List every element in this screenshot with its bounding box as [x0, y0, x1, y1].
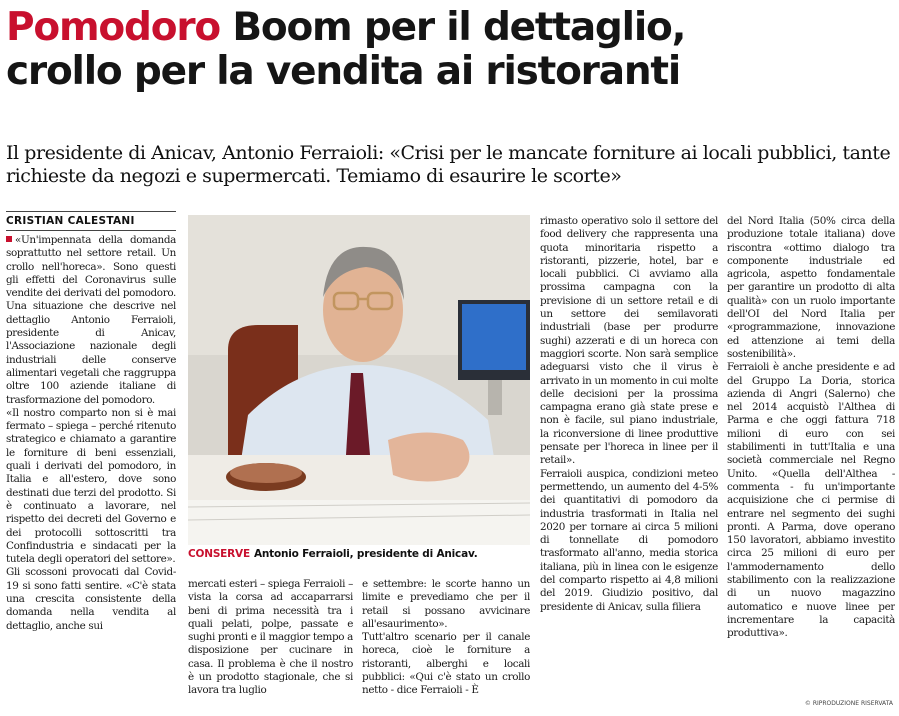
portrait-illustration — [188, 215, 530, 545]
headline-title-1: Boom per il dettaglio, — [232, 5, 686, 50]
caption-tag: CONSERVE — [188, 548, 250, 560]
red-square-icon — [6, 236, 12, 242]
paragraph — [6, 234, 176, 407]
article-column-2b — [362, 578, 530, 712]
headline-title-2: crollo per la vendita ai ristoranti — [6, 49, 680, 94]
paragraph: e settembre: le scorte hanno un limite e prevediamo che per il retail si possano avvicinare all'esaurimento». — [362, 578, 530, 630]
article-photo — [188, 215, 530, 545]
subheadline: Il presidente di Anicav, Antonio Ferraioli: «Crisi per le mancate forniture ai locali pubblici, tante richieste da negozi e supermercati. Temiamo di esaurire le scorte» — [6, 142, 891, 187]
byline-rule-bottom — [6, 230, 176, 231]
headline-kicker: Pomodoro — [6, 5, 220, 50]
paragraph: rimasto operativo solo il settore del food delivery che rappresenta una quota minoritaria rispetto a ristoranti, pizzerie, hotel, bar e locali pubblici. Ci avviamo alla prossima campagna con la previsione di un settore retail e di un settore dei semilavorati industriali (base per produrre sughi) azzerati e di un horeca con maggiori scorte. Non sarà semplice adeguarsi visto che il virus è arrivato in un momento in cui molte delle decisioni per la prossima campagna erano già state prese e non è facile, sul piano industriale, la riconversione di linee produttive pensate per l'horeca in linee per il retail». — [540, 215, 718, 467]
headline — [6, 6, 896, 94]
byline: CRISTIAN CALESTANI — [6, 215, 135, 227]
paragraph: Gli scossoni provocati dal Covid-19 si sono fatti sentire. «C'è stata una crescita consistente della domanda nella vendita al dettaglio, anche sui — [6, 566, 176, 632]
copyright-notice: © RIPRODUZIONE RISERVATA — [804, 700, 893, 707]
paragraph: «Il nostro comparto non si è mai fermato – spiega – perché ritenuto strategico e chiamato a garantire le forniture di beni essenziali, quali i derivati del pomodoro, in Italia e all'estero, dove sono destinati due terzi del prodotto. Si è continuato a lavorare, nel rispetto dei decreti del Governo e dei protocolli sottoscritti tra Confindustria e sindacati per la tutela degli operatori del settore». — [6, 406, 176, 566]
photo-caption — [188, 548, 530, 560]
paragraph: del Nord Italia (50% circa della produzione totale italiana) dove riscontra «ottimo dialogo tra componente industriale ed agricola, aspetto fondamentale per garantire un prodotto di alta qualità» con un ruolo importante dell'OI del Nord Italia per «programmazione, innovazione ed attenzione ai temi della sostenibilità». — [727, 215, 895, 360]
article-column-4 — [727, 215, 895, 695]
article-column-3 — [540, 215, 718, 712]
article-column-1 — [6, 234, 176, 712]
paragraph: Ferraioli auspica, condizioni meteo permettendo, un aumento del 4-5% dei quantitativi di pomodoro da industria trasformati in Italia nel 2020 per tornare ai circa 5 milioni di tonnellate di pomodoro trasformato all'anno, media storica italiana, più in linea con le esigenze del comparto rispetto ai 4,8 milioni del 2019. Giudizio positivo, dal presidente di Anicav, sulla filiera — [540, 467, 718, 613]
byline-rule — [6, 211, 176, 212]
article-column-2a — [188, 578, 353, 712]
paragraph: Ferraioli è anche presidente e ad del Gruppo La Doria, storica azienda di Angri (Salerno) che nel 2014 acquistò l'Althea di Parma e che oggi fattura 718 milioni di euro con sei stabilimenti in tutt'Italia e una società commerciale nel Regno Unito. «Quella dell'Althea - commenta - fu un'importante acquisizione che ci permise di entrare nel segmento dei sughi pronti. A Parma, dove operano 150 lavoratori, abbiamo investito circa 25 milioni di euro per l'ammodernamento dello stabilimento con la realizzazione di un nuovo magazzino automatico e nuove linee per incrementare la capacità produttiva». — [727, 361, 895, 640]
paragraph: mercati esteri – spiega Ferraioli – vista la corsa ad accaparrarsi beni di prima necessità tra i quali pelati, polpe, passate e sughi pronti e il maggior tempo a disposizione per cucinare in casa. Il problema è che il nostro è un prodotto stagionale, che si lavora tra luglio — [188, 578, 353, 697]
paragraph: Tutt'altro scenario per il canale horeca, cioè le forniture a ristoranti, alberghi e locali pubblici: «Qui c'è stato un crollo netto - dice Ferraioli - È — [362, 631, 530, 697]
paragraph-text: «Un'impennata della domanda soprattutto nel settore retail. Un crollo nell'horeca». Sono questi gli effetti del Coronavirus sulle vendite dei derivati del pomodoro. Una situazione che descrive nel dettaglio Antonio Ferraioli, presidente di Anicav, l'Associazione nazionale degli industriali delle conserve alimentari vegetali che raggruppa oltre 100 aziende italiane di trasformazione del pomodoro. — [6, 234, 176, 406]
headline-line-1 — [6, 6, 896, 50]
caption-text: Antonio Ferraioli, presidente di Anicav. — [253, 548, 478, 560]
